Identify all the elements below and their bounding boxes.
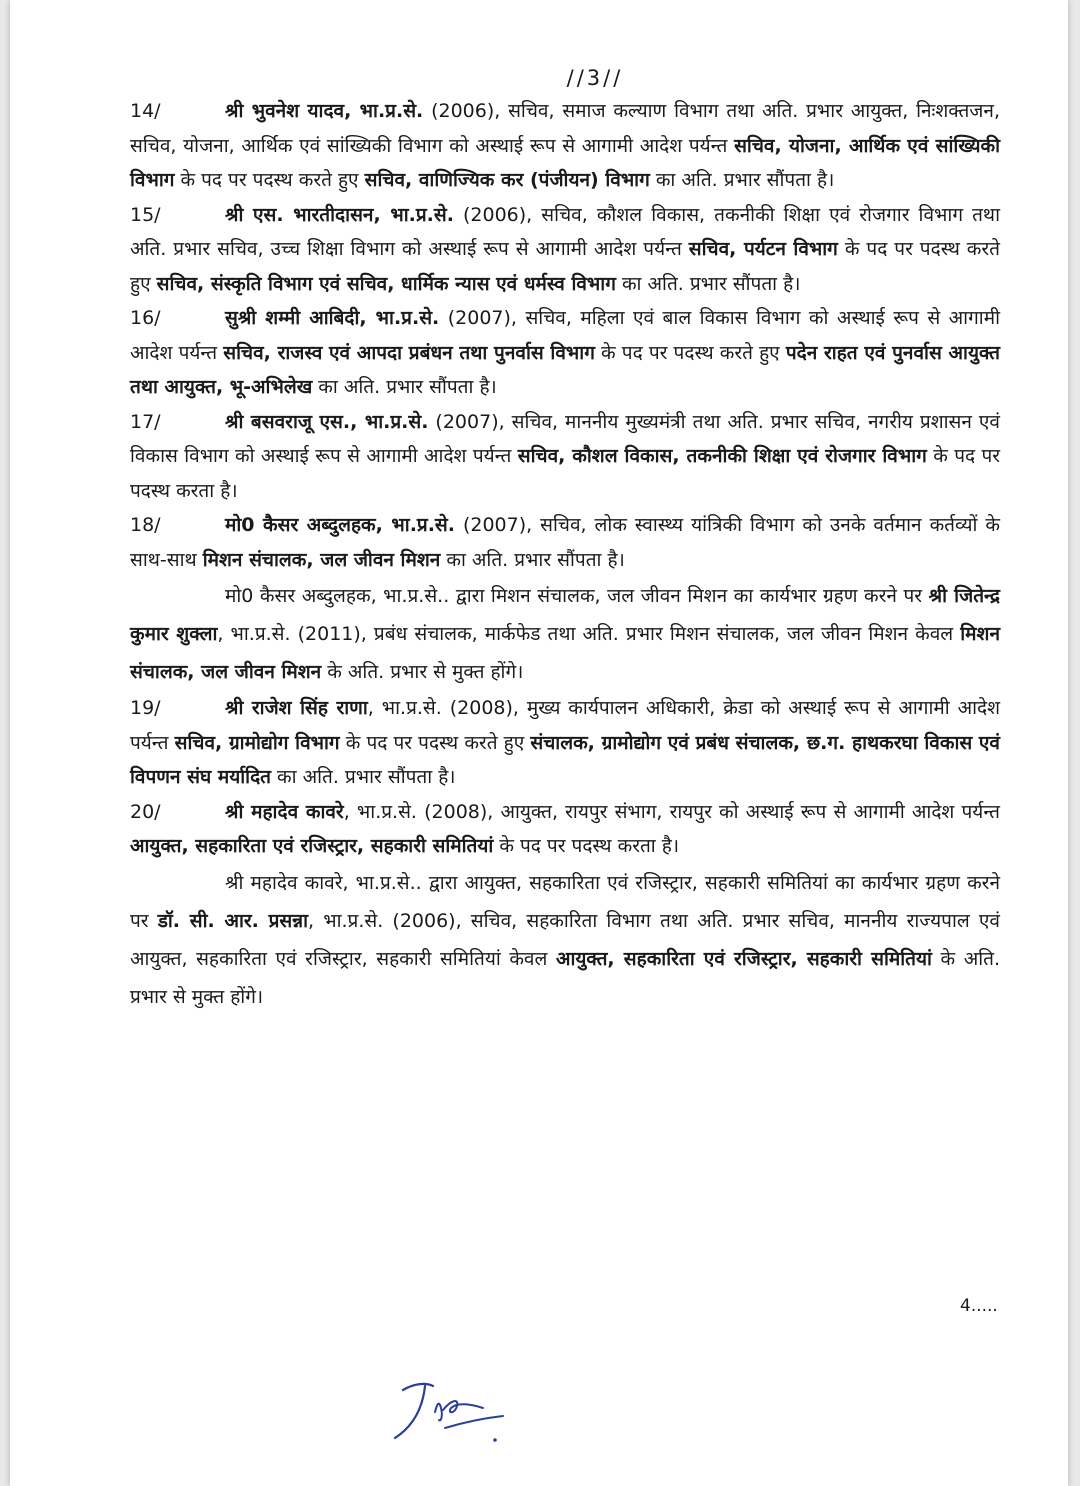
- document-page: [10, 0, 1068, 1486]
- text-segment: श्री महादेव कावरे, भा.प्र.से.. द्वारा आयुक्त, सहकारिता एवं रजिस्ट्रार, सहकारी समितियां का कार्यभार ग्रहण करने पर: [130, 871, 1000, 932]
- bold-text: सचिव, वाणिज्यिक कर (पंजीयन) विभाग: [364, 169, 650, 191]
- bold-text: सचिव, योजना, आर्थिक एवं सांख्यिकी विभाग: [130, 134, 1000, 191]
- bold-text: आयुक्त, सहकारिता एवं रजिस्ट्रार, सहकारी समितियां: [130, 835, 494, 857]
- text-segment: मो0 कैसर अब्दुलहक, भा.प्र.से.. द्वारा मिशन संचालक, जल जीवन मिशन का कार्यभार ग्रहण करने पर: [225, 585, 929, 607]
- paragraph-number: 16/: [130, 307, 161, 329]
- text-segment: , भा.प्र.से. (2006), सचिव, सहकारिता विभाग तथा अति. प्रभार सचिव, माननीय राज्यपाल एवं आयुक्त, सहकारिता एवं रजिस्ट्रार, सहकारी समितियां केवल: [130, 909, 1000, 970]
- text-segment: (2007), सचिव, लोक स्वास्थ्य यांत्रिकी विभाग को उनके वर्तमान कर्तव्यों के साथ-साथ: [130, 514, 1000, 571]
- text-segment: के पद पर पदस्थ करते हुए: [174, 169, 365, 191]
- paragraph: [130, 508, 1000, 577]
- page-number-header: //3//: [566, 66, 624, 90]
- paragraph: [130, 795, 1000, 864]
- text-segment: के पद पर पदस्थ करते हुए: [339, 731, 531, 754]
- bold-text: मिशन संचालक, जल जीवन मिशन: [202, 548, 441, 571]
- text-segment: (2006), सचिव, समाज कल्याण विभाग तथा अति. प्रभार आयुक्त, निःशक्तजन, सचिव, योजना, आर्थिक एवं सांख्यिकी विभाग को अस्थाई रूप से आगामी आदेश पर्यन्त: [130, 100, 1000, 157]
- paragraph: [130, 301, 1000, 405]
- text-segment: के पद पर पदस्थ करता है।: [493, 835, 680, 857]
- signature-mark: [385, 1370, 515, 1455]
- text-segment: का अति. प्रभार सौंपता है।: [615, 272, 801, 295]
- text-segment: , भा.प्र.से. (2011), प्रबंध संचालक, मार्कफेड तथा अति. प्रभार मिशन संचालक, जल जीवन मिशन केवल: [217, 623, 961, 645]
- bold-text: सचिव, राजस्व एवं आपदा प्रबंधन तथा पुनर्वास विभाग: [223, 341, 595, 364]
- text-segment: का अति. प्रभार सौंपता है।: [649, 169, 835, 191]
- paragraph-number: 17/: [130, 410, 161, 433]
- bold-text: डॉ. सी. आर. प्रसन्ना: [157, 909, 309, 932]
- paragraph: [130, 405, 1000, 509]
- text-segment: (2006), सचिव, कौशल विकास, तकनीकी शिक्षा एवं रोजगार विभाग तथा अति. प्रभार सचिव, उच्च शिक्षा विभाग को अस्थाई रूप से आगामी आदेश पर्यन्त: [130, 203, 1000, 260]
- bold-text: संचालक, ग्रामोद्योग एवं प्रबंध संचालक, छ.ग. हाथकरघा विकास एवं विपणन संघ मर्यादित: [130, 731, 1000, 788]
- bold-text: सचिव, ग्रामोद्योग विभाग: [174, 731, 340, 754]
- text-segment: का अति. प्रभार सौंपता है।: [271, 766, 456, 788]
- text-segment: के पद पर पदस्थ करते हुए: [594, 341, 786, 364]
- paragraph-number: 18/: [130, 514, 161, 536]
- paragraph: [130, 577, 1000, 691]
- bold-text: श्री भुवनेश यादव, भा.प्र.से.: [225, 100, 424, 122]
- bold-text: आयुक्त, सहकारिता एवं रजिस्ट्रार, सहकारी समितियां: [555, 947, 932, 970]
- text-segment: का अति. प्रभार सौंपता है।: [440, 548, 625, 571]
- bold-text: सचिव, कौशल विकास, तकनीकी शिक्षा एवं रोजगार विभाग: [517, 445, 927, 467]
- text-segment: के अति. प्रभार से मुक्त होंगे।: [130, 947, 1000, 1008]
- text-segment: का अति. प्रभार सौंपता है।: [312, 376, 497, 398]
- bold-text: श्री राजेश सिंह राणा: [225, 697, 368, 719]
- paragraph: [130, 691, 1000, 795]
- paragraph-number: 14/: [130, 100, 161, 122]
- bold-text: सचिव, पर्यटन विभाग: [688, 238, 838, 260]
- paragraph-list: [130, 94, 1000, 1016]
- paragraph-number: 20/: [130, 800, 161, 823]
- bold-text: मो0 कैसर अब्दुलहक, भा.प्र.से.: [225, 514, 455, 536]
- document-body: [130, 62, 1000, 1016]
- text-segment: के पद पर पदस्थ करता है।: [130, 445, 1001, 502]
- paragraph-number: 15/: [130, 203, 161, 226]
- text-segment: , भा.प्र.से. (2008), आयुक्त, रायपुर संभाग, रायपुर को अस्थाई रूप से आगामी आदेश पर्यन्त: [343, 800, 1001, 823]
- continuation-marker: 4.....: [960, 1296, 998, 1316]
- paragraph-number: 19/: [130, 697, 161, 719]
- paragraph: [130, 864, 1000, 1016]
- bold-text: श्री बसवराजू एस., भा.प्र.से.: [225, 410, 429, 433]
- text-segment: के अति. प्रभार से मुक्त होंगे।: [321, 661, 524, 683]
- paragraph: [130, 198, 1000, 302]
- bold-text: पदेन राहत एवं पुनर्वास आयुक्त तथा आयुक्त, भू-अभिलेख: [130, 341, 1000, 398]
- text-segment: (2007), सचिव, माननीय मुख्यमंत्री तथा अति. प्रभार सचिव, नगरीय प्रशासन एवं विकास विभाग को अस्थाई रूप से आगामी आदेश पर्यन्त: [130, 410, 1000, 467]
- text-segment: के पद पर पदस्थ करते हुए: [130, 238, 1001, 295]
- paragraph: [130, 94, 1000, 198]
- text-segment: (2007), सचिव, महिला एवं बाल विकास विभाग को अस्थाई रूप से आगामी आदेश पर्यन्त: [130, 307, 1000, 364]
- bold-text: श्री एस. भारतीदासन, भा.प्र.से.: [225, 203, 454, 226]
- bold-text: सुश्री शम्मी आबिदी, भा.प्र.से.: [225, 307, 440, 329]
- bold-text: मिशन संचालक, जल जीवन मिशन: [130, 623, 1001, 683]
- bold-text: श्री महादेव कावरे: [225, 800, 344, 823]
- bold-text: श्री जितेन्द्र कुमार शुक्ला: [130, 585, 1000, 645]
- text-segment: , भा.प्र.से. (2008), मुख्य कार्यपालन अधिकारी, क्रेडा को अस्थाई रूप से आगामी आदेश पर्यन्त: [130, 697, 1000, 754]
- bold-text: सचिव, संस्कृति विभाग एवं सचिव, धार्मिक न्यास एवं धर्मस्व विभाग: [156, 272, 616, 295]
